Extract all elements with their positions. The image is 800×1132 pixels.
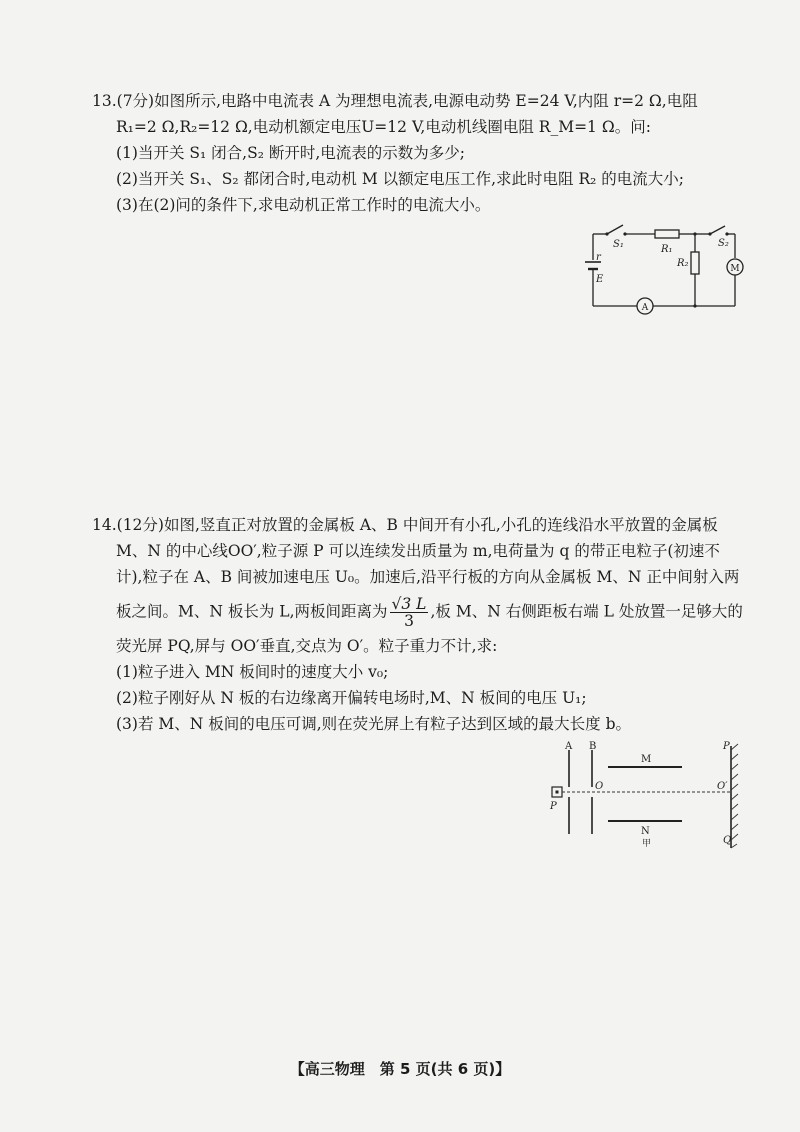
question-14 (92, 512, 752, 737)
q14-line-4b: ,板 M、N 右侧距板右端 L 处放置一足够大的 (430, 602, 743, 621)
label-p-source: P (550, 801, 557, 812)
label-r2: R₂ (677, 258, 689, 269)
label-n: N (641, 826, 650, 837)
label-s2: S₂ (718, 238, 729, 249)
label-jia: 甲 (642, 839, 652, 849)
q13-line-2: R₁=2 Ω,R₂=12 Ω,电动机额定电压U=12 V,电动机线圈电阻 R_M=1 Ω。问: (116, 118, 651, 136)
fraction-denominator: 3 (404, 612, 414, 630)
label-p-screen: P (723, 741, 730, 752)
q14-line-4a: 板之间。M、N 板长为 L,两板间距离为 (116, 602, 388, 621)
label-r1: R₁ (661, 244, 673, 255)
label-r: r (596, 252, 601, 263)
q13-line-1: 13.(7分)如图所示,电路中电流表 A 为理想电流表,电源电动势 E=24 V,内阻 r=2 Ω,电阻 (92, 92, 698, 110)
q14-line-2: M、N 的中心线OO′,粒子源 P 可以连续发出质量为 m,电荷量为 q 的带正电粒子(初速不 (116, 542, 720, 560)
label-b: B (589, 741, 597, 752)
q14-sub-3: (3)若 M、N 板间的电压可调,则在荧光屏上有粒子达到区域的最大长度 b。 (116, 715, 632, 733)
label-e: E (596, 274, 604, 285)
label-a: A (565, 741, 573, 752)
q14-line-5: 荧光屏 PQ,屏与 OO′垂直,交点为 O′。粒子重力不计,求: (116, 637, 498, 655)
label-q: Q (723, 835, 732, 846)
label-s1: S₁ (613, 239, 624, 250)
label-o: O (595, 781, 604, 792)
q13-sub-1: (1)当开关 S₁ 闭合,S₂ 断开时,电流表的示数为多少; (116, 144, 465, 162)
q14-sub-1: (1)粒子进入 MN 板间时的速度大小 v₀; (116, 663, 389, 681)
circuit-diagram (585, 222, 745, 317)
fraction-numerator: √3 L (391, 595, 427, 613)
q14-line-4 (92, 596, 752, 629)
page-footer: 【高三物理 第 5 页(共 6 页)】 (289, 1060, 511, 1078)
label-o-prime: O′ (717, 781, 728, 792)
q14-sub-2: (2)粒子刚好从 N 板的右边缘离开偏转电场时,M、N 板间的电压 U₁; (116, 689, 587, 707)
q13-sub-2: (2)当开关 S₁、S₂ 都闭合时,电动机 M 以额定电压工作,求此时电阻 R₂ 的电流大小; (116, 170, 685, 188)
ammeter-icon: A (641, 303, 649, 313)
motor-icon: M (730, 264, 740, 274)
q14-line-3: 计),粒子在 A、B 间被加速电压 U₀。加速后,沿平行板的方向从金属板 M、N 正中间射入两 (116, 568, 740, 586)
label-m: M (641, 754, 652, 765)
source-dot (556, 791, 559, 794)
question-13 (92, 88, 752, 218)
apparatus-diagram (545, 740, 745, 855)
plate-distance-fraction (390, 596, 429, 629)
q14-line-1: 14.(12分)如图,竖直正对放置的金属板 A、B 中间开有小孔,小孔的连线沿水平放置的金属板 (92, 516, 718, 534)
q13-sub-3: (3)在(2)问的条件下,求电动机正常工作时的电流大小。 (116, 196, 491, 214)
